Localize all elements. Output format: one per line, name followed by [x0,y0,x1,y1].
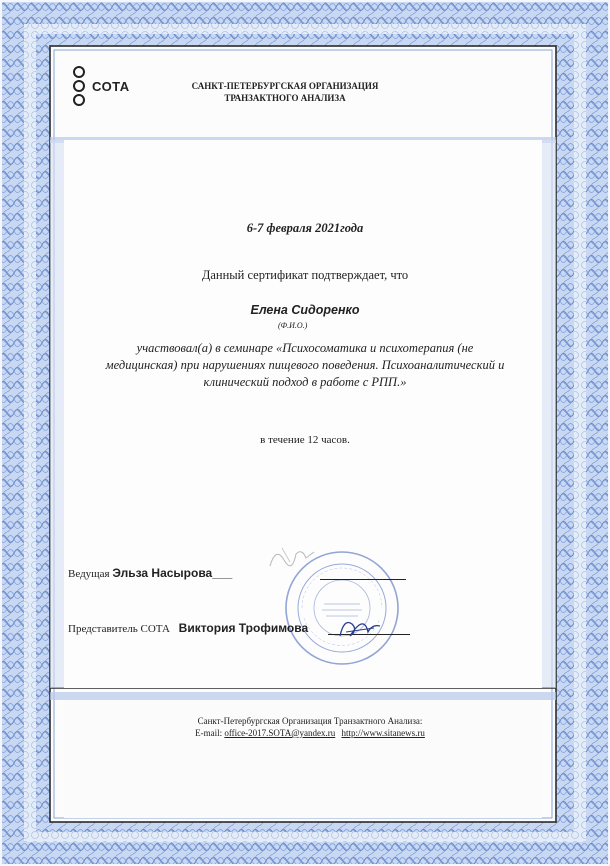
logo [72,64,130,108]
leader-signature [262,540,322,574]
seminar-date: 6-7 февраля 2021года [246,221,364,235]
confirm-text: Данный сертификат подтверждает, что [201,268,409,282]
footer-contact-line [140,727,480,739]
website-link[interactable]: http://www.sitanews.ru [341,728,425,738]
recipient-name: Елена Сидоренко [250,303,360,317]
org-line-2: ТРАНЗАКТНОГО АНАЛИЗА [224,93,346,103]
seminar-line-1: участвовал(а) в семинаре «Психосоматика и психотерапия (не [136,341,474,355]
email-link[interactable]: office-2017.SOTA@yandex.ru [224,728,336,738]
representative-name: Виктория Трофимова [178,621,309,635]
email-label: E-mail: [195,728,223,738]
representative-row [68,621,308,635]
leader-name: Эльза Насырова [112,566,213,580]
fio-label: (Ф.И.О.) [278,321,308,330]
leader-underline: ___ [212,566,233,580]
leader-label: Ведущая [68,568,110,580]
leader-row [68,566,232,580]
seminar-description [80,340,530,391]
organization-name [170,80,400,104]
representative-label: Представитель СОТА [68,623,170,635]
hours-text: в течение 12 часов. [260,434,350,446]
footer-contacts [140,715,480,739]
org-line-1: САНКТ-ПЕТЕРБУРГСКАЯ ОРГАНИЗАЦИЯ [191,81,379,91]
seminar-line-2: медицинская) при нарушениях пищевого поведения. Психоаналитический и [105,358,505,372]
representative-signature [334,610,386,642]
infinity-eight-icon [72,64,86,108]
logo-text: СОТА [92,78,130,94]
footer-org-line: Санкт-Петербургская Организация Транзактного Анализа: [197,716,423,726]
seminar-line-3: клинический подход в работе с РПП.» [203,375,407,389]
leader-signature-line [320,579,406,580]
